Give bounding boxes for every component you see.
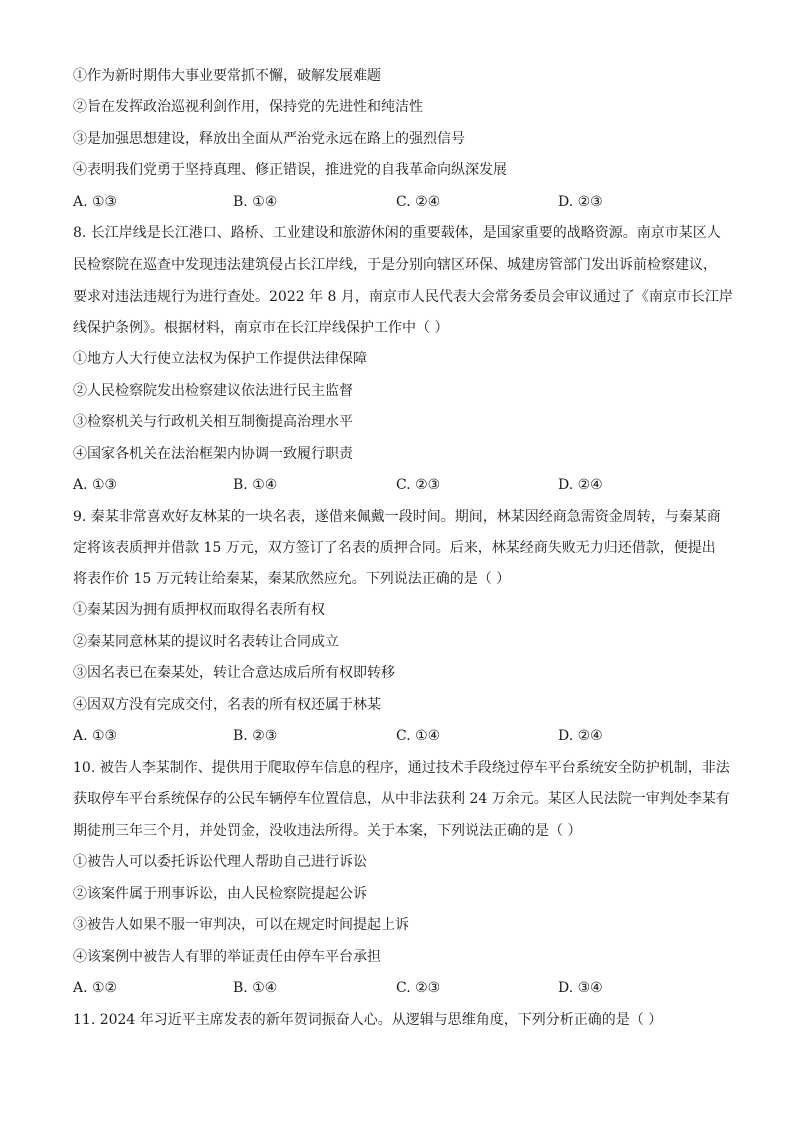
- q8-item-4: ④国家各机关在法治框架内协调一致履行职责: [73, 446, 353, 462]
- q10-option-a: A. ①②: [73, 980, 118, 996]
- q11-stem-line-1: 11. 2024 年习近平主席发表的新年贺词振奋人心。从逻辑与思维角度，下列分析正确的是（ ）: [73, 1012, 663, 1028]
- q8-option-a: A. ①③: [73, 477, 118, 493]
- q10-option-c: C. ②③: [396, 980, 441, 996]
- q9-option-d: D. ②④: [558, 728, 603, 744]
- q8-options: [73, 476, 733, 494]
- q8-option-d: D. ②④: [558, 477, 603, 493]
- q8-item-1: ①地方人大行使立法权为保护工作提供法律保障: [73, 351, 367, 367]
- q10-item-1: ①被告人可以委托诉讼代理人帮助自己进行诉讼: [73, 854, 367, 870]
- q8-option-c: C. ②③: [396, 477, 441, 493]
- q10-option-d: D. ③④: [558, 980, 603, 996]
- q9-item-1: ①秦某因为拥有质押权而取得名表所有权: [73, 602, 325, 618]
- q10-item-4: ④该案例中被告人有罪的举证责任由停车平台承担: [73, 949, 381, 965]
- q9-stem-line-3: 将表作价 15 万元转让给秦某，秦某欣然应允。下列说法正确的是（ ）: [73, 571, 511, 587]
- q8-stem-line-1: 8. 长江岸线是长江港口、路桥、工业建设和旅游休闲的重要载体，是国家重要的战略资源。南京市某区人: [73, 225, 721, 241]
- q9-stem-line-2: 定将该表质押并借款 15 万元，双方签订了名表的质押合同。后来，林某经商失败无力归还借款，便提出: [73, 540, 716, 556]
- q7-item-1: ①作为新时期伟大事业要常抓不懈，破解发展难题: [73, 68, 381, 84]
- q9-stem-line-1: 9. 秦某非常喜欢好友林某的一块名表，遂借来佩戴一段时间。期间，林某因经商急需资金周转，与秦某商: [73, 509, 721, 525]
- q7-options: [73, 193, 733, 211]
- q9-item-4: ④因双方没有完成交付，名表的所有权还属于林某: [73, 697, 381, 713]
- q9-item-2: ②秦某同意林某的提议时名表转让合同成立: [73, 634, 339, 650]
- q9-option-b: B. ②③: [233, 728, 278, 744]
- q9-item-3: ③因名表已在秦某处，转让合意达成后所有权即转移: [73, 665, 395, 681]
- q8-option-b: B. ①④: [233, 477, 278, 493]
- q10-option-b: B. ①④: [233, 980, 278, 996]
- q9-option-c: C. ①④: [396, 728, 441, 744]
- q7-item-4: ④表明我们党勇于坚持真理、修正错误，推进党的自我革命向纵深发展: [73, 162, 507, 178]
- q7-option-a: A. ①③: [73, 194, 118, 210]
- q8-stem-line-4: 线保护条例》。根据材料，南京市在长江岸线保护工作中（ ）: [73, 320, 449, 336]
- q8-item-3: ③检察机关与行政机关相互制衡提高治理水平: [73, 414, 353, 430]
- q8-stem-line-2: 民检察院在巡查中发现违法建筑侵占长江岸线，于是分别向辖区环保、城建房管部门发出诉前检察建议，: [73, 257, 717, 273]
- q10-options: [73, 979, 733, 997]
- q7-option-b: B. ①④: [233, 194, 278, 210]
- q8-item-2: ②人民检察院发出检察建议依法进行民主监督: [73, 383, 353, 399]
- q7-option-c: C. ②④: [396, 194, 441, 210]
- q9-option-a: A. ①③: [73, 728, 118, 744]
- q7-option-d: D. ②③: [558, 194, 603, 210]
- q10-item-3: ③被告人如果不服一审判决，可以在规定时间提起上诉: [73, 917, 409, 933]
- q7-item-3: ③是加强思想建设，释放出全面从严治党永远在路上的强烈信号: [73, 131, 465, 147]
- q8-stem-line-3: 要求对违法违规行为进行查处。2022 年 8 月，南京市人民代表大会常务委员会审议通过了《南京市长江岸: [73, 289, 733, 305]
- q10-stem-line-3: 期徒刑三年三个月，并处罚金，没收违法所得。关于本案，下列说法正确的是（ ）: [73, 823, 582, 839]
- q10-stem-line-2: 获取停车平台系统保存的公民车辆停车位置信息，从中非法获利 24 万余元。某区人民法院一审判处李某有: [73, 791, 730, 807]
- q10-item-2: ②该案件属于刑事诉讼，由人民检察院提起公诉: [73, 886, 367, 902]
- q7-item-2: ②旨在发挥政治巡视利剑作用，保持党的先进性和纯洁性: [73, 99, 423, 115]
- q9-options: [73, 727, 733, 745]
- q10-stem-line-1: 10. 被告人李某制作、提供用于爬取停车信息的程序，通过技术手段绕过停车平台系统安全防护机制，非法: [73, 760, 730, 776]
